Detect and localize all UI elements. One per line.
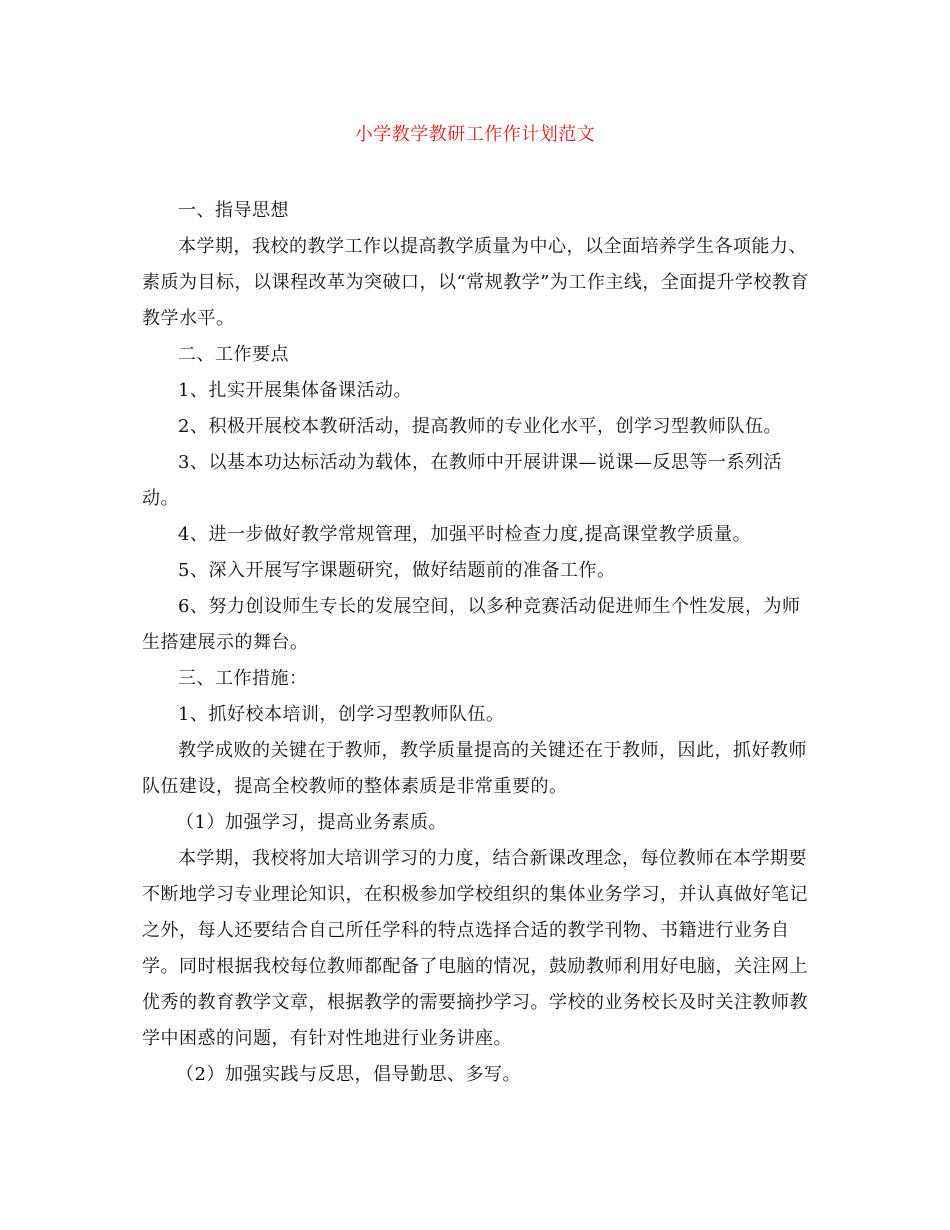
measure-1-heading: 1、抓好校本培训，创学习型教师队伍。 xyxy=(178,704,505,725)
section-heading-work-points: 二、工作要点 xyxy=(178,344,289,365)
work-point-3: 3、以基本功达标活动为载体，在教师中开展讲课—说课—反思等一系列活动。 xyxy=(142,452,782,509)
work-point-2: 2、积极开展校本教研活动，提高教师的专业化水平，创学习型教师队伍。 xyxy=(178,416,782,437)
document-body xyxy=(142,193,814,1093)
measure-1-subparagraph-1: 本学期，我校将加大培训学习的力度，结合新课改理念，每位教师在本学期要不断地学习专业理论知识，在积极参加学校组织的集体业务学习，并认真做好笔记之外，每人还要结合自己所任学科的特点选择合适的教学刊物、书籍进行业务自学。同时根据我校每位教师都配备了电脑的情况，鼓励教师利用好电脑，关注网上优秀的教育教学文章，根据教学的需要摘抄学习。学校的业务校长及时关注教师教学中困惑的问题，有针对性地进行业务讲座。 xyxy=(142,848,808,1049)
work-point-6: 6、努力创设师生专长的发展空间，以多种竞赛活动促进师生个性发展，为师生搭建展示的舞台。 xyxy=(142,596,801,653)
document-title: 小学教学教研工作作计划范文 xyxy=(354,124,596,145)
section-heading-guiding-ideology: 一、指导思想 xyxy=(178,200,289,221)
measure-1-subheading-2: （2）加强实践与反思，倡导勤思、多写。 xyxy=(176,1064,521,1085)
measure-1-subheading-1: （1）加强学习，提高业务素质。 xyxy=(176,812,447,833)
paragraph-guiding-ideology: 本学期，我校的教学工作以提高教学质量为中心，以全面培养学生各项能力、素质为目标，以课程改革为突破口，以“常规教学”为工作主线，全面提升学校教育教学水平。 xyxy=(142,236,809,329)
work-point-5: 5、深入开展写字课题研究，做好结题前的准备工作。 xyxy=(178,560,616,581)
work-point-4: 4、进一步做好教学常规管理，加强平时检查力度,提高课堂教学质量。 xyxy=(178,524,752,545)
section-heading-work-measures: 三、工作措施： xyxy=(178,668,308,689)
work-point-1: 1、扎实开展集体备课活动。 xyxy=(178,380,412,401)
measure-1-paragraph: 教学成败的关键在于教师，教学质量提高的关键还在于教师，因此，抓好教师队伍建设，提高全校教师的整体素质是非常重要的。 xyxy=(142,740,807,797)
